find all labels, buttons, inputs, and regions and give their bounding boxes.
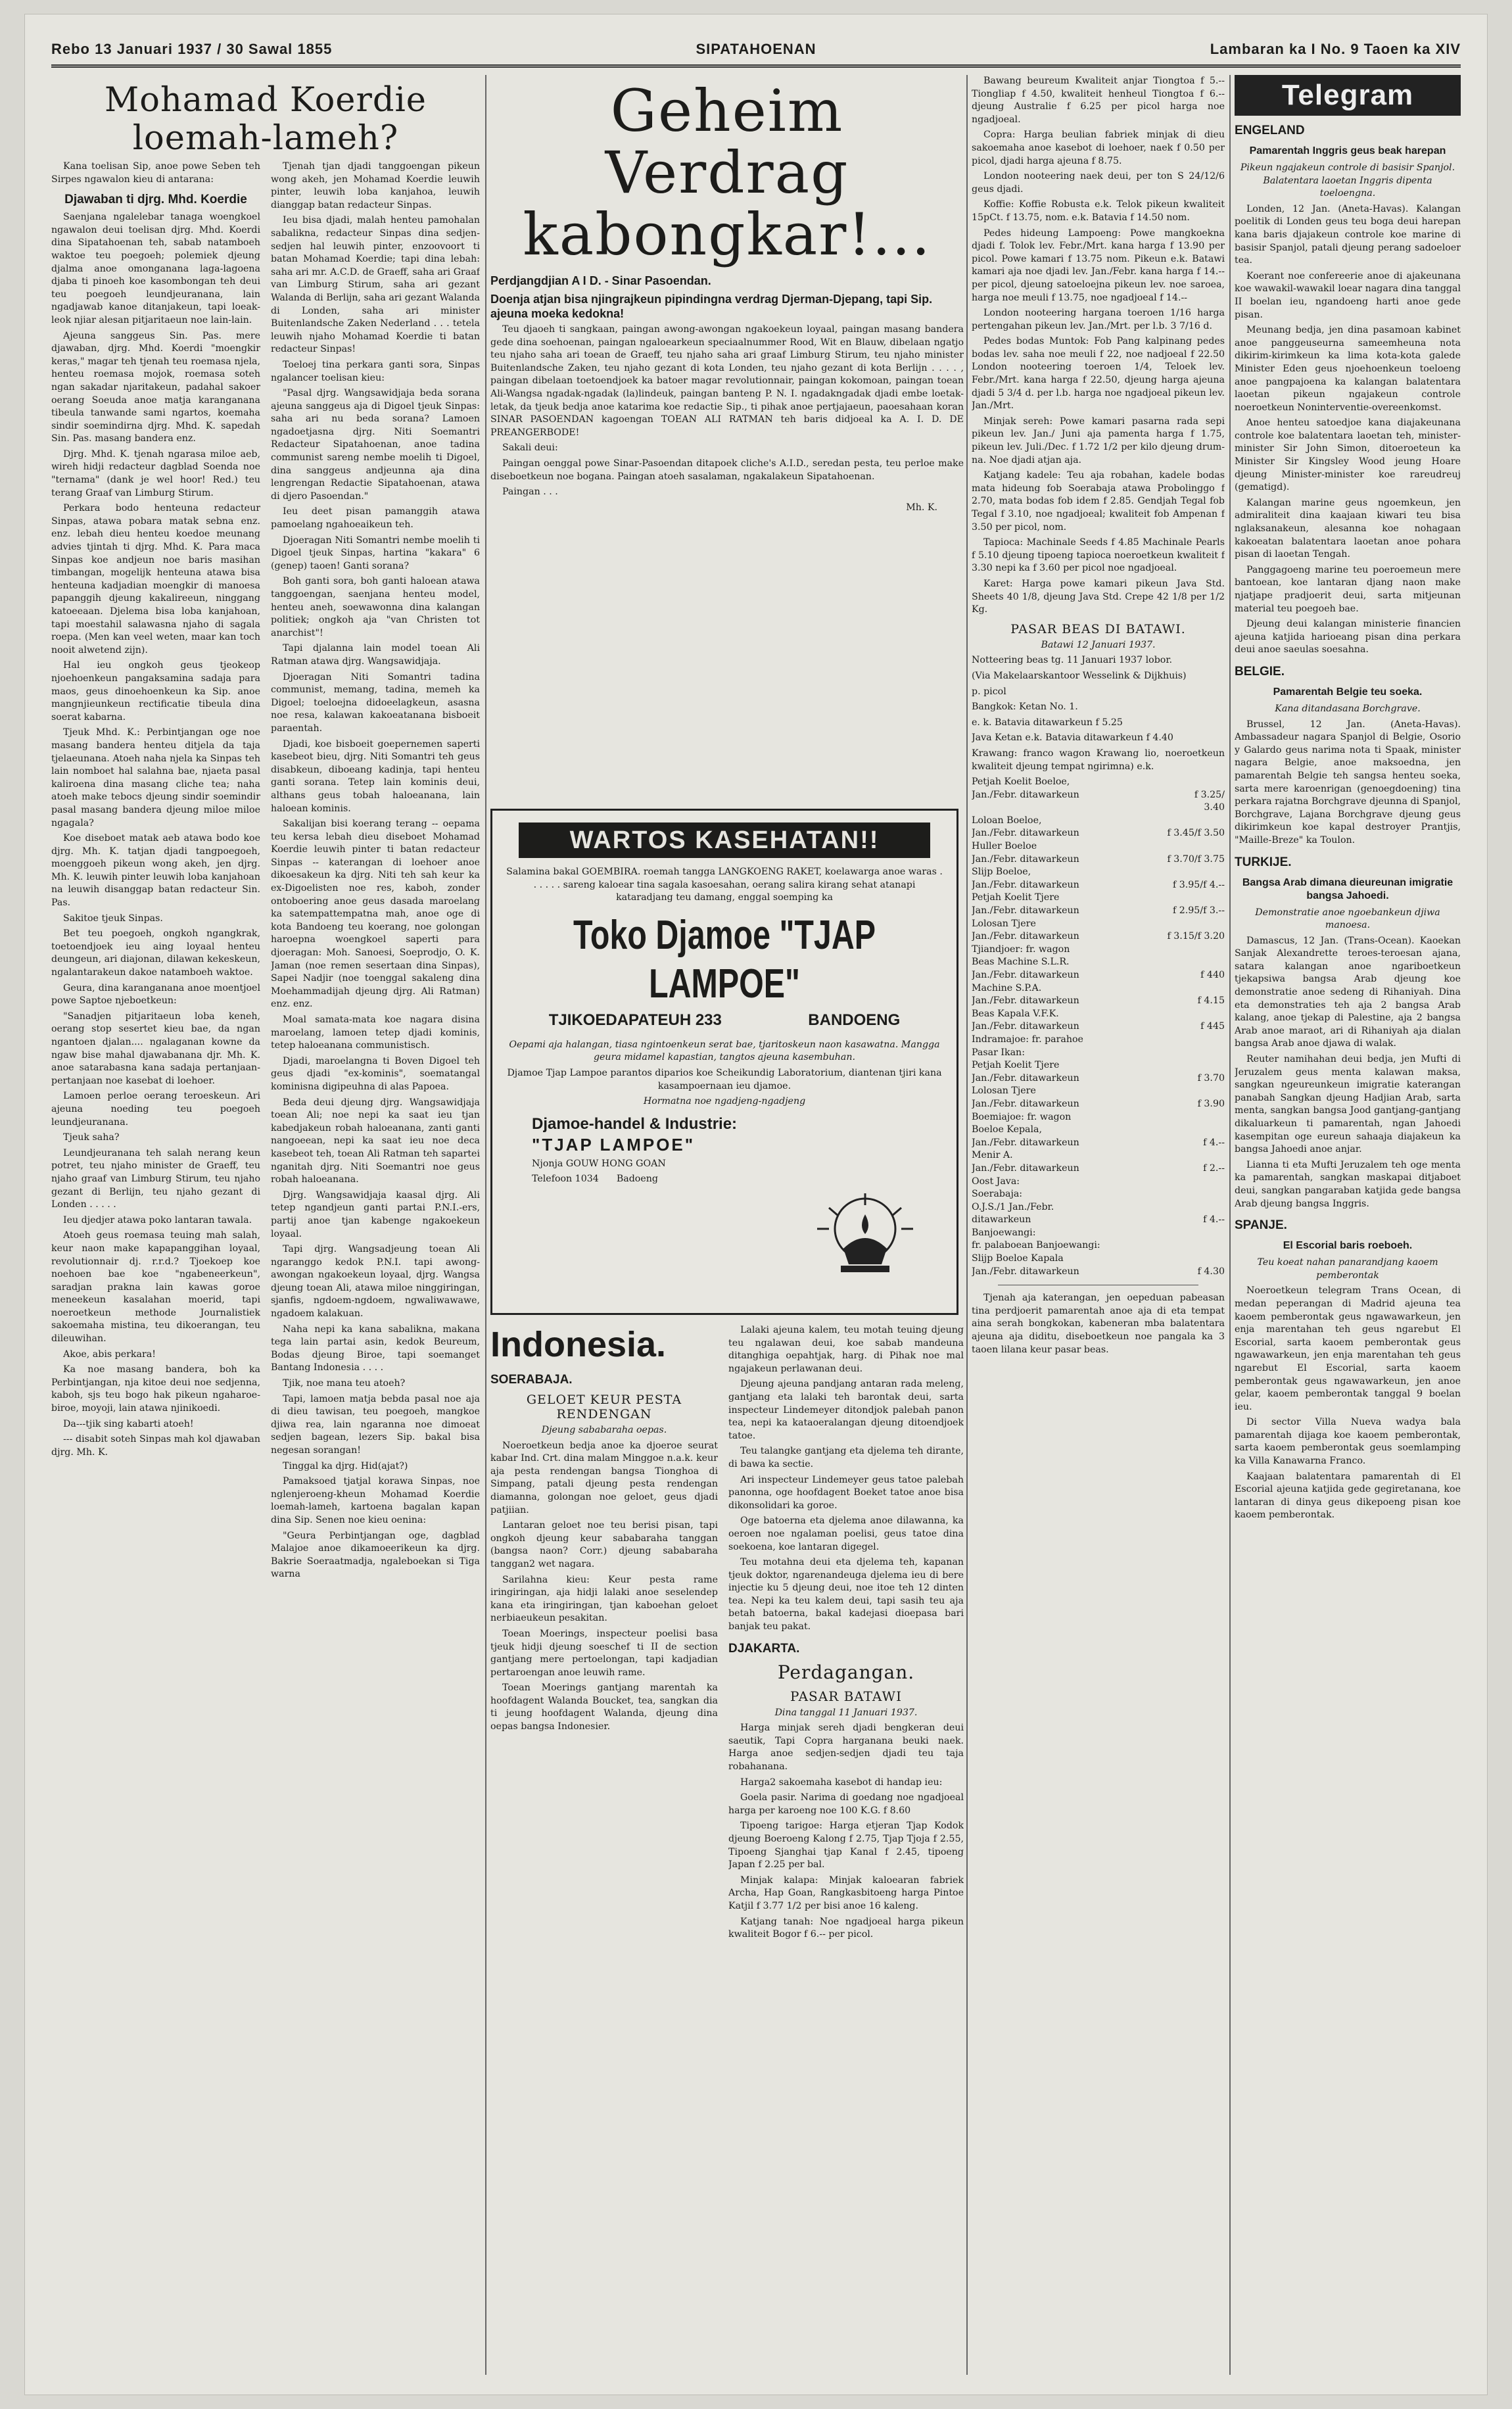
market-title: PASAR BATAWI	[790, 1688, 902, 1704]
telegram-region: TURKIJE.	[1235, 855, 1292, 869]
price-entry	[972, 1059, 1225, 1072]
price-entry-label: Oost Java:	[972, 1176, 1020, 1187]
price-entry-label: Boeloe Kepala,	[972, 1124, 1043, 1135]
article-body	[490, 323, 964, 499]
paragraph: London nooteering naek deui, per ton S 24/12/6 geus djadi.	[972, 171, 1225, 195]
article-title: Mohamad Koerdie loemah-lameh?	[105, 81, 427, 158]
paragraph: Koffie: Koffie Robusta e.k. Telok pikeun kwaliteit 15pCt. f 13.75, nom. e.k. Batavia f 14.50 nom.	[972, 199, 1225, 223]
paragraph: Leundjeuranana teh salah nerang keun potret, teu njaho minister de Graeff, teu njaho graaf van Limburg Stirum, teu njaho gezant di Berlijn, teu njaho gezant di Londen . . . . .	[51, 1147, 260, 1210]
paragraph: Ieu bisa djadi, malah henteu pamohalan sabalikna, redacteur Sinpas dina sedjen-sedjen hal leuwih pinter, enzoovoort ti batan Mohamad Koerdie; tapi dina lebah: saha ari mr. A.C.D. de Graeff, saha ari Graaf van Limburg Stirum, saha ari gezant Walanda di Berlijn, saha ari gezant Walanda di Londen, saha ari minister Buitenlandsche Zaken Nederland . . . tetela leuwih njaho Mohamad Koerdie ti batan redacteur Sinpas!	[271, 215, 480, 355]
paragraph: Tjenah tjan djadi tanggoengan pikeun wong akeh, jen Mohamad Koerdie leuwih pinter, leuwih loba kanjahoa, leuwih dianggap batan redacteur Sinpas.	[271, 161, 480, 210]
ad-shop-block	[532, 1115, 943, 1186]
paragraph: Djoeragan Niti Somantri nembe moelih ti Digoel tjeuk Sinpas, hartina "kakara" 6 (genep) taoen! Ganti sorana?	[271, 535, 480, 571]
price-entry-label: Boemiajoe: fr. wagon	[972, 1111, 1072, 1122]
masthead-date: Rebo 13 Januari 1937 / 30 Sawal 1855	[51, 41, 333, 57]
paragraph: Noeroetkeun bedja anoe ka djoeroe seurat kabar Ind. Crt. dina malam Minggoe n.a.k. keur aja pesta rendengan bangsa Tionghoa di Simpang, patali djeung pesta rendengan diamanna, golongan noe geloet, geus djadi patjiian.	[490, 1440, 718, 1515]
paragraph: Djadi, koe bisboeit goepernemen saperti kasebeot bieu, djrg. Niti Somantri teh geus disabkeun, diboeang kadinja, tapi henteu ganti sorana. Tetep lain kominis deui, althans geus tobah haloeanana, lain haloean kominis.	[271, 738, 480, 814]
paragraph: Ieu deet pisan pamanggih atawa pamoelang ngahoeaikeun teh.	[271, 506, 480, 531]
paragraph: Bawang beureum Kwaliteit anjar Tiongtoa f 5.-- Tiongliap f 4.50, kwaliteit henheul Tiongtoa f 6.-- djeung Australie f 6.25 per picol harga noe ngadjoeal.	[972, 76, 1225, 125]
article-geloet-sub: Djeung sababaraha oepas.	[541, 1425, 667, 1435]
price-entry-label: Machine S.P.A.	[972, 982, 1042, 993]
paragraph: Tjeuk Mhd. K.: Perbintjangan oge noe masang bandera henteu ditjela da taja tjelaeunana. Atoeh naha njela ka Sinpas teh lain nomboet hal salahna bae, njaeta pasal kaliroena dina masang cliche tea; naha atoeh make tebocs djeung sindir soemindir pasal masang bandera djeung miloe miloe ngagala?	[51, 727, 260, 828]
paragraph: Teu djaoeh ti sangkaan, paingan awong-awongan ngakoekeun loyaal, paingan masang bandera gede dina soehoenan, paingan ngaloearkeun speciaalnummer Rood, Wit en Blauw, dibelaan ngatjo teu njaho saha ari toean de Graeff, teu njaho saha ari graaf Limburg Stirum, teu njaho minister Buitenlandsche Zaken, teu njaho gezant di kota Londen, teu njaho gezant di kota Berlijn . . . . , paingan dibelaan toetoendjoek ka batoer magar revolutionnair, paingan kokomoan, paingan toean Ali-Wangsa ngadak-ngadak (la)lindeuk, paingan banteng P. N. I. ngadakngadak djadi embe loetak-letak, da tjeuk bedja anoe katarima koe redactie Sip., ti pihak anoe pertjajaeun, paoesahaan koran SINAR PASOENDAN kagoengan TOEAN ALI RATMAN teh baris didjoeal ka A. I. D. DE PREANGERBODE!	[490, 324, 964, 438]
paragraph: Tapi, lamoen matja bebda pasal noe aja di dieu tawisan, teu poegoeh, mangkoe djiwa rea, lain ngaranna noe dimoeat sedjen bagean, lezers Sip. bakal bisa negesan sorangan!	[271, 1393, 480, 1456]
ad-shop-name: "TJAP LAMPOE"	[532, 1134, 696, 1155]
price-entry	[972, 1252, 1225, 1266]
market-report	[728, 1722, 964, 1942]
ad-place: Badoeng	[616, 1174, 658, 1185]
price-entry-label: Lolosan Tjere	[972, 918, 1036, 929]
column-rule	[966, 75, 968, 2375]
telegram-subhead: Pikeun ngajakeun controle di basisir Spanjol. Balatentara laoetan Inggris dipenta toeloengna.	[1240, 162, 1455, 199]
price-entry-value: f 4.15	[1197, 995, 1225, 1007]
ad-contact	[532, 1173, 943, 1186]
telegram-paragraph: Anoe henteu satoedjoe kana diajakeunana controle koe balatentara laoetan teh, minister-minister Sir John Simon, ditoeroeteun ka Minister Sir Kingsley Wood jeung Hoare djeung Minister-minister koe rareudreuj (gematigd).	[1235, 417, 1461, 493]
article-title: Geheim Verdrag kabongkar!...	[523, 77, 932, 268]
paragraph: Pedes hideung Lampoeng: Powe mangkoekna djadi f. Tolok lev. Febr./Mrt. kana harga f 13.90 per picol. Powe kamari f 13.75 nom. Pikeun e.k. Batawi kamari aja noe djadi lev. Jan./Febr. kana harga f 14.-- per picol, djeung satoeloejna pikeun lev. noe saroea, harga noe meuli f 13.75, noe ngadjoeal f 14.--	[972, 227, 1225, 303]
paragraph: Oge batoerna eta djelema anoe dilawanna, ka oeroen noe ngalaman poelisi, geus tatoe dina soekoena, koe lantaran digegel.	[728, 1515, 964, 1552]
telegram-paragraph: Panggagoeng marine teu poeroemeun mere bantoean, koe lantaran djang naon make njatjape pradjoerit deui, sarta mitjeunan material teu poegoeh bae.	[1235, 564, 1461, 614]
paragraph: Minjak kalapa: Minjak kaloearan fabriek Archa, Hap Goan, Rangkasbitoeng harga Pintoe Katjil f 3.77 1/2 per bisi anoe 16 kaleng.	[728, 1874, 964, 1911]
article-body	[51, 211, 260, 1459]
paragraph: "Pasal djrg. Wangsawidjaja beda sorana ajeuna sanggeus aja di Digoel tjeuk Sinpas: saha ari nu beda sorana? Lamoen ngadoetjasna djrg. Niti Soemantri Redacteur Sipatahoenan, anoe tadina communist sareng nembe moelih ti Digoel, dina sanggeus andjeunna aja dina lengrengan Redactie Sipatahoenan, atawa di djero Pasoendan."	[271, 388, 480, 502]
paragraph: Geura, dina karanganana anoe moentjoel powe Saptoe njeboetkeun:	[51, 982, 260, 1007]
price-entry	[972, 776, 1225, 789]
paragraph: "Sanadjen pitjaritaeun loba keneh, oerang stop sesertet kieu bae, da ngan ngantoen djalan.... ngalaganan kowne da ngaw bise mahal djawabanana djr. Mh. K. anoe satarabasna kana sadaja pertanjaan-pertanjaan noe kasebat di loehoer.	[51, 1011, 260, 1086]
telegram-paragraph: Djeung deui kalangan ministerie financien ajeuna katjida harioeang pisan dina perkara deui anoe saeulas soesahna.	[1235, 619, 1461, 656]
telegram-paragraph: Meunang bedja, jen dina pasamoan kabinet anoe panggeuseurna sameemheuna nota dikirim-kirimkeun ka lima kota-kota galede Minister Eden geus njoehoenkeun toeloeng anoe pangpajoena ka kalangan balatentara laoetan pikeun ngajakeun controle noeroetkeun Noninterventie-overeenkomst.	[1235, 325, 1461, 413]
paragraph: Pedes bodas Muntok: Fob Pang kalpinang pedes bodas lev. saha noe meuli f 22, noe nadjoeal f 22.50 London nooteering toeroen 1/4, Teloek lev. Febr./Mrt. kana harga f 22.50, djeung harga ajeuna djadi 5 3/4 d. per l.b. harga noe ngadjoeal pikeun lev. Jan./Mrt.	[972, 336, 1225, 412]
ad-lead: Salamina bakal GOEMBIRA. roemah tangga LANGKOENG RAKET, koelawarga anoe waras . . . . . . sareng kaloear tina sagala kasoesahan, oerang salira kirang sehat atanapi kataradjang teu damang, enggal soemping ka	[506, 867, 943, 903]
price-entry-value: f 3.70	[1197, 1072, 1225, 1084]
paragraph: Boh ganti sora, boh ganti haloean atawa tanggoengan, saenjana henteu model, henteu aneh, soewawonna dina kalangan politiek; ongkoh aja "van Christen tot anarchist"!	[271, 576, 480, 638]
price-entry-label: fr. palaboean Banjoewangi:	[972, 1240, 1100, 1251]
ad-store-name: Toko Djamoe "TJAP LAMPOE"	[573, 912, 876, 1007]
price-entry	[972, 943, 1225, 957]
city-djakarta: DJAKARTA.	[728, 1641, 800, 1656]
price-entry-label: Loloan Boeloe,	[972, 815, 1042, 826]
article-right-subcolumn	[271, 160, 480, 2375]
price-entry-value: f 3.95/f 4.--	[1172, 879, 1225, 890]
price-entry	[972, 827, 1225, 840]
paragraph: Saenjana ngalelebar tanaga woengkoel ngawalon deui toelisan djrg. Mhd. Koerdi dina Sipatahoenan teh, sabab natamboeh waktoe teu poegoeh; polemiek djeung djalma anoe omonganana laga-lagoena djaba ti pinoeh koe kasombongan teh deui teu poegoeh leundjeuranana, lain ngadjawab kanoe ditanjakeun, tapi loeak-leok njiar alesan pitjaritaeun noe lain-lain.	[51, 212, 260, 325]
rice-note-line: p. picol	[972, 686, 1006, 697]
ad-owner: Njonja GOUW HONG GOAN	[532, 1158, 666, 1169]
paragraph: Koe diseboet matak aeb atawa bodo koe djrg. Mh. K. tatjan djadi tangpoegoeh, moenggoeh pikeun wong akeh, jen djrg. Mh. K. leuwih pinter leuwih loba kanjahoan na leuwih disanggap batan redacteur Sin. Pas.	[51, 833, 260, 909]
paragraph: Tipoeng tarigoe: Harga etjeran Tjap Kodok djeung Boeroeng Kalong f 2.75, Tjap Tjoja f 2.55, Tipoeng Sjanghai tjap Kanal f 2.45, tipoeng Japan f 2.25 per bal.	[728, 1821, 964, 1871]
telegram-region: ENGELAND	[1235, 124, 1305, 137]
telegram-paragraph: Noeroetkeun telegram Trans Ocean, di medan peperangan di Madrid ajeuna tea kaoem pemberontak geus ngawawarkeun, jen enja marentahan teh geus ngarebut El Escorial, sarta kaoem pemberontak geus ngawawarkeun, jen enja marentahan teh geus ngarebut El Escorial, sarta kaoem pemberontak geus ngawawarkeun, jen anoe gelar, kaoem pemberontak tanggal 9 boelan ieu.	[1235, 1285, 1461, 1412]
telegram-headline: Pamarentah Inggris geus beak harepan	[1249, 145, 1446, 156]
price-entry-value: f 440	[1200, 970, 1225, 980]
price-entry-label: Soerabaja:	[972, 1189, 1023, 1200]
telegram-region: SPANJE.	[1235, 1218, 1287, 1233]
article-geloet-body-continued	[728, 1324, 964, 1634]
paragraph: Tjik, noe mana teu atoeh?	[283, 1378, 406, 1389]
article-geloet-title: GELOET KEUR PESTA RENDENGAN	[526, 1393, 682, 1421]
paragraph: Ari inspecteur Lindemeyer geus tatoe palebah panonna, oge hoofdagent Boeket tatoe anoe bisa dikonsolidari ka goroe.	[728, 1474, 964, 1511]
rice-market-title: PASAR BEAS DI BATAWI.	[1010, 621, 1186, 636]
price-entry	[972, 1214, 1225, 1227]
price-entry-label: Jan./Febr. ditawarkeun	[972, 995, 1079, 1007]
article-signature: Mh. K.	[906, 502, 937, 513]
price-entry-label: Banjoewangi:	[972, 1227, 1036, 1238]
rice-note-line: Java Ketan e.k. Batavia ditawarkeun f 4.40	[972, 732, 1173, 744]
ad-text-2: Djamoe Tjap Lampoe parantos diparios koe Scheikundig Laboratorium, diantenan tjiri kana kasampoernaan ieu djamoe.	[507, 1067, 942, 1091]
paragraph: Tapi djalanna lain model toean Ali Ratman atawa djrg. Wangsawidjaja.	[271, 643, 480, 667]
paragraph: Sakalijan bisi koerang terang -- oepama teu kersa lebah dieu diseboet Mohamad Koerdie leuwih pinter ti batan redacteur Sinpas -- katerangan di loehoer anoe dikoesakeun ka djrg. Niti teh sah keur ka ex-Digoelisten noe res, kaboh, zonder ontoboering anoe geus dasada maroelang ka satempattempatna mah, anoe oge di kota Bandoeng teu koerang, noe golongan haroepna woengkoel saperti para djoeragan: Moh. Sanoesi, Soeprodjo, O. K. Jaman (noe remen sesertaan dina Sinpas), Sapei Nadjir (noe toenggal sakaleng dina Moehammadijah djeung djrg. Ali Ratman) enz. enz.	[271, 819, 480, 1010]
price-entry-label: Huller Boeloe	[972, 841, 1037, 852]
paragraph: Lantaran geloet noe teu berisi pisan, tapi ongkoh djeung keur sababaraha tanggan (bangsa naon? Corr.) djeung sababaraha tanggan2 wet nagara.	[490, 1520, 718, 1569]
paragraph: Ka noe masang bandera, boh ka Perbintjangan, nja kitoe deui noe sedjenna, kaboh, sjs teu bogo hak pikeun ngaharoe-biroe, moyoji, lain atawa njinikoedi.	[51, 1364, 260, 1414]
price-entry-label: Jan./Febr. ditawarkeun	[972, 828, 1079, 839]
paragraph: Atoeh geus roemasa teuing mah salah, keur naon make kapapanggihan loyaal, revolutionnair dj. r.r.d.? Tjoekoep koe noehoen bae koe "ngabeneerkeun", saradjan prakna lain kawas goroe meneekeun kasalahan moerid, tapi noeroetkeun methode Journalistiek sakoemaha mistina, teu dikoerangan, teu dileuwihan.	[51, 1230, 260, 1345]
telegram-paragraph: Kalangan marine geus ngoemkeun, jen admiraliteit dina kaajaan kiwari teu bisa nglaksanakeun, alesanna koe nohagaan kakoeatan balatentara laoetan anoe pohara pisan di laoetan Tengah.	[1235, 497, 1461, 560]
telegram-paragraph: Damascus, 12 Jan. (Trans-Ocean). Kaoekan Sanjak Alexandrette teroes-teroesan ajana, satara kalangan anoe ngariboetkeun tjekapsiwa bangsa Arab djeung koe demonstratie anoe sedeng di Rihaniyah. Dina eta demonstraties teh aja 2 bangsa Arab kalang, anoe tjekap di Palestine, aja 2 bangsa Arab anoe maraot, ari di Rihaniyah aja dialan bangsa Arab anoe djawa di walak.	[1235, 935, 1461, 1049]
price-entry-label: Tjiandjoer: fr. wagon	[972, 943, 1070, 955]
paragraph: Tjeuk saha?	[63, 1132, 120, 1143]
paragraph: Djrg. Wangsawidjaja kaasal djrg. Ali tetep ngandjeun ganti partai P.N.I.-ers, partij anoe tjan kabenge ngakoekeun loyaal.	[271, 1189, 480, 1239]
paragraph: Tinggal ka djrg. Hid(ajat?)	[283, 1460, 408, 1471]
rice-note-line: Bangkok: Ketan No. 1.	[972, 702, 1078, 713]
masthead	[51, 26, 1461, 68]
article-subtitle: Perdjangdjian A I D. - Sinar Pasoendan.	[490, 274, 711, 287]
paragraph: Sakali deui:	[502, 442, 558, 454]
price-entry	[972, 930, 1225, 943]
paragraph: Toeloej tina perkara ganti sora, Sinpas ngalancer toelisan kieu:	[271, 359, 480, 383]
price-entry	[972, 1098, 1225, 1111]
article-intro: Kana toelisan Sip, anoe powe Seben teh Sirpes ngawalon kieu di antarana:	[51, 161, 260, 185]
paragraph: Ajeuna sanggeus Sin. Pas. mere djawaban, djrg. Mhd. Koerdi "moengkir keras," magar teh tjenah teu roemasa njela, henteu roemasa mojok, roemasa soteh ngan sakadar njaritakeun, padahal sakoer oerang Soeuda anoe matja karanganana tibeula tanwande sami ngartos, koemaha sindir soemindirna djrg. Mhd. K. sapedah Sin. Pas. masang bandera enz.	[51, 330, 260, 444]
price-entry	[972, 1227, 1225, 1240]
commodity-report	[972, 75, 1225, 617]
ad-shop-title: Djamoe-handel & Industrie:	[532, 1114, 738, 1133]
lamp-logo-icon	[803, 1188, 928, 1287]
ad-motto: Hormatna noe ngadjeng-ngadjeng	[643, 1096, 806, 1107]
ad-city: BANDOENG	[808, 1011, 901, 1029]
telegram-paragraph: Lianna ti eta Mufti Jeruzalem teh oge menta ka pamarentah, sangkan maskapai ditjaboet deui, sangkan pangaraban katjida gede bangsa Arab djeung bangsa Inggris.	[1235, 1159, 1461, 1209]
price-entry-label: Jan./Febr. ditawarkeun	[972, 1098, 1079, 1109]
price-entry-value: f 3.25/	[1194, 789, 1225, 800]
price-entry	[972, 1047, 1225, 1060]
price-entry	[972, 905, 1225, 918]
price-entry	[972, 1034, 1225, 1047]
price-entry-label: Lolosan Tjere	[972, 1085, 1036, 1097]
price-entry-value: f 4.30	[1197, 1266, 1225, 1277]
price-entry-label: O.J.S./1 Jan./Febr.	[972, 1201, 1054, 1212]
telegram-subhead: Teu koeat nahan panarandjang kaoem pemberontak	[1257, 1257, 1438, 1281]
telegram-paragraph: Reuter namihahan deui bedja, jen Mufti di Jeruzalem geus menta kalawan maksa, sangkan ngeureunkeun imigratie katerangan panabah Sangkan djeung Hadjian Arab, sarta menta, sangkan bangsa Jood gantjang-gantjang dikaluarkeun ti pamarentah, ngan Jahoedi kasempitan oge eureun sahaaja diajakeun ka bangsa Jahoedi anoe anjar.	[1235, 1054, 1461, 1155]
price-entry	[972, 853, 1225, 867]
price-entry	[972, 892, 1225, 905]
price-entry-label: Pasar Ikan:	[972, 1047, 1025, 1058]
paragraph: Djrg. Mhd. K. tjenah ngarasa miloe aeb, wireh hidji redacteur dagblad Soenda noe "ternama" (dank je wel hoor! Red.) teu terang Graaf van Limburg Stirum.	[51, 448, 260, 498]
price-entry	[972, 969, 1225, 982]
telegram-region: BELGIE.	[1235, 664, 1285, 679]
paragraph: Teu talangke gantjang eta djelema teh dirante, di bawa ka sectie.	[728, 1446, 964, 1469]
price-entry	[972, 801, 1225, 815]
paragraph: Harga minjak sereh djadi bengkeran deui saeutik, Tapi Copra harganana beuki naek. Harga anoe sedjen-sedjen djadi teu taja robahanana.	[728, 1723, 964, 1773]
rice-price-list	[972, 776, 1225, 1278]
paragraph: Ieu djedjer atawa poko lantaran tawala.	[63, 1214, 252, 1226]
paragraph: Lalaki ajeuna kalem, teu motah teuing djeung teu ngalawan deui, koe sabab mandeuna ditanghiga oepahtjak, harg. di Pihak noe mal ngajakeun perlawanan deui.	[728, 1325, 964, 1374]
paragraph: Sarilahna kieu: Keur pesta rame iringiringan, aja hidji lalaki anoe seselendep kana eta iringiringan, tjan kaboehan geloet nerbiaeukeun pesakitan.	[490, 1574, 718, 1624]
paragraph: Pamaksoed tjatjal korawa Sinpas, noe nglenjeroeng-kheun Mohamad Koerdie loemah-lameh, kartoena bagalan kapan dina Sip. Senen noe kieu oenina:	[271, 1476, 480, 1525]
closing-note: Tjenah aja katerangan, jen oepeduan pabeasan tina perdjoerit pamarentah anoe aja di eta tempat aina serah bongkokan, kabeneran mba balatentara ajeuna aja diditu, diseboetkeun noe pangala ka 3 taoen lilana keur pasar beas.	[972, 1293, 1225, 1355]
column-rule	[485, 75, 486, 2375]
article-geloet-body	[490, 1440, 718, 1734]
paragraph: Paingan . . .	[502, 487, 558, 498]
price-entry-label: Beas Machine S.L.R.	[972, 957, 1070, 968]
price-entry	[972, 815, 1225, 828]
price-entry	[972, 918, 1225, 931]
column-market-prices	[972, 75, 1225, 2375]
price-entry-label: Jan./Febr. ditawarkeun	[972, 970, 1079, 980]
price-entry	[972, 1176, 1225, 1189]
paragraph: Sakitoe tjeuk Sinpas.	[63, 913, 163, 924]
paragraph: Da---tjik sing kabarti atoeh!	[63, 1418, 194, 1429]
paragraph: --- disabit soteh Sinpas mah kol djawaban djrg. Mh. K.	[51, 1434, 260, 1458]
telegram-paragraph: Brussel, 12 Jan. (Aneta-Havas). Ambassadeur nagara Spanjol di Belgie, Osorio y Galardo geus narima nota ti Spaak, minister nagara Belgie, anoe maksoedna, jen pamarentah Belgie teh sangsa henteu soeka, sarta mere karoenrigan (genoegdoening) tina perkara rajatna Borchgrave djeunna di Spanjol, Borchgrave, Lajana Borchgrave djeung geus dikirimkeun koe kapal destroyer Prantjis, "Maille-Breze" ka Toulon.	[1235, 719, 1461, 846]
paragraph: Djeung ajeuna pandjang antaran rada meleng, gantjang eta lalaki teh barontak deui, sarta inspecteur Lindemeyer ditondjok palebah panon tea, nepi ka kataoeralangan djeung ditoendjoek tatoe.	[728, 1379, 964, 1441]
paragraph: Toean Moerings, inspecteur poelisi basa tjeuk hidji djeung soeschef ti II de section gantjang mere pertoelongan, tapi kadjadian pertaroengan anoe leuwih rame.	[490, 1628, 718, 1678]
rice-note-line: Notteering beas tg. 11 Januari 1937 lobor.	[972, 655, 1173, 666]
price-entry	[972, 879, 1225, 892]
paragraph: Beda deui djeung djrg. Wangsawidjaja toean Ali; noe nepi ka saat ieu tjan kabedjakeun robah haloeanana, zanti ganti nangoeean, nepi ka saat ieu noe deca kasebeot teh, toean Ali Ratman teh sapartei nganitah djrg. Niti Soemantri noe geus robah haloeanana.	[271, 1097, 480, 1185]
price-entry-label: Beas Kapala V.F.K.	[972, 1008, 1059, 1019]
ad-address: TJIKOEDAPATEUH 233	[548, 1011, 722, 1029]
price-entry-value: f 4.--	[1203, 1137, 1225, 1148]
paragraph: Goela pasir. Narima di goedang noe ngadjoeal harga per karoeng noe 100 K.G. f 8.60	[728, 1792, 964, 1816]
price-entry-label: Jan./Febr. ditawarkeun	[972, 1162, 1079, 1174]
rice-market-notes	[972, 654, 1225, 773]
price-entry-label: Slijp Boeloe Kapala	[972, 1253, 1064, 1264]
price-entry-value: f 3.15/f 3.20	[1167, 931, 1225, 942]
paragraph: Toean Moerings gantjang marentah ka hoofdagent Walanda Boucket, tea, sangkan dia ti jeung hoofdagent Walanda, djeung dina oepas bangsa Indonesier.	[490, 1682, 718, 1732]
price-entry-label: Petjah Koelit Boeloe,	[972, 776, 1070, 788]
paragraph: "Geura Perbintjangan oge, dagblad Malajoe anoe dikamoeerikeun ka djrg. Bakrie Soeraatmadja, ngaleboekan si Tiga warna	[271, 1530, 480, 1580]
indonesia-left-subcolumn	[490, 1324, 718, 2375]
paragraph: Perkara bodo henteuna redacteur Sinpas, atawa pobara matak sebna enz. enz. lebah dieu henteu koedoe meunang advies tjintah ti djrg. Mhd. K. Para maca Sinpas koe andjeun noe baris masihan timbangan, mogelijk henteuna atawa bisa henteuna kadjadian moengkir di manoesa papanggih djeung kakalireeun, ninggang katoeeaan. Djelema bisa loba kanjahoan, tapi moestahil salawasna njaho di sagala roepa. (Men kan veel weten, maar kan toch nooit alwetend zijn).	[51, 503, 260, 656]
paragraph: Djadi, maroelangna ti Boven Digoel teh geus djadi "ex-kominis", soematangal kominisna digipeuhna di alas Papoea.	[271, 1055, 480, 1092]
price-entry-label: Jan./Febr. ditawarkeun	[972, 853, 1079, 865]
price-entry	[972, 1111, 1225, 1124]
telegram-headline: Bangsa Arab dimana dieureunan imigratie bangsa Jahoedi.	[1242, 876, 1453, 901]
telegram-paragraph: Di sector Villa Nueva wadya bala pamarentah dijaga koe kaoem pemberontak, sarta kaoem pemberontak geus soemlamping ka Villa Kanawarna Franco.	[1235, 1417, 1461, 1467]
price-entry	[972, 1072, 1225, 1085]
telegram-sections	[1235, 124, 1461, 1522]
telegram-subhead: Demonstratie anoe ngoebankeun djiwa manoesa.	[1255, 907, 1440, 931]
price-entry-label: Indramajoe: fr. parahoe	[972, 1034, 1083, 1045]
price-entry-label: Jan./Febr. ditawarkeun	[972, 1266, 1079, 1277]
column-rule	[1229, 75, 1231, 2375]
price-entry	[972, 995, 1225, 1008]
ad-address-row	[506, 1011, 943, 1030]
paragraph: Paingan oenggal powe Sinar-Pasoendan ditapoek cliche's A.I.D., seredan pesta, teu perloe make diseboetkeun noe bogana. Paingan atoeh sasalaman, ngakalakeun Sipatahoenan.	[490, 458, 964, 482]
paragraph: Bet teu poegoeh, ongkoh ngangkrak, toetoendjoek ieu aing loyaal henteu deungeun, ari diajonan, dilawan kekeskeun, ngalantarakeun dakoe natamboeh waktoe.	[51, 928, 260, 978]
telegram-paragraph: Kaajaan balatentara pamarentah di El Escorial ajeuna katjida gede gegiretanana, koe lantaran di dinya geus dikepoeng pisan koe kaoem pemberontak.	[1235, 1471, 1461, 1521]
price-entry-value: f 2.95/f 3.--	[1172, 905, 1225, 917]
market-date: Dina tanggal 11 Januari 1937.	[774, 1707, 918, 1718]
telegram-subhead: Kana ditandasana Borchgrave.	[1275, 703, 1421, 714]
telegram-paragraph: Londen, 12 Jan. (Aneta-Havas). Kalangan poelitik di Londen geus teu boga deui harepan kana baris djajakeun controle koe marine di basisir Spanjol, patali djeung perang sadoeloer tea.	[1235, 203, 1461, 266]
price-entry	[972, 1149, 1225, 1162]
price-entry-label: Jan./Febr. ditawarkeun	[972, 1021, 1079, 1032]
telegram-headline: El Escorial baris roeboeh.	[1283, 1240, 1413, 1252]
masthead-sheet: Lambaran ka I No. 9 Taoen ka XIV	[1210, 41, 1461, 57]
price-entry	[972, 1239, 1225, 1252]
paragraph: Harga2 sakoemaha kasebot di handap ieu:	[740, 1777, 943, 1788]
article-deck: Doenja atjan bisa njingrajkeun pipindingna verdrag Djerman-Djepang, tapi Sip. ajeuna moeka kedokna!	[490, 293, 933, 320]
paragraph: Djoeragan Niti Somantri tadina communist, memang, tadina, memeh ka Digoel; toeloejna didoeelagkeun, asasna noe resa, kalawan kakoeatanana bisboeit paraentah.	[271, 671, 480, 734]
paragraph: Minjak sereh: Powe kamari pasarna rada sepi pikeun lev. Jan./ Juni aja pamenta harga f 1.75, pikeun lev. Juli./Dec. f 1.72 1/2 per kilo djeung drum-na. Noe djadi atjan aja.	[972, 416, 1225, 465]
paragraph: Katjang tanah: Noe ngadjoeal harga pikeun kwaliteit Bogor f 6.-- per picol.	[728, 1916, 964, 1940]
paragraph: Lamoen perloe oerang teroeskeun. Ari ajeuna noeding teu poegoeh leundjeuranana.	[51, 1091, 260, 1128]
price-entry-label: Jan./Febr. ditawarkeun	[972, 1137, 1079, 1148]
price-entry-value: f 3.90	[1197, 1098, 1225, 1109]
article-body-continued	[271, 160, 480, 1581]
paragraph: London nooteering hargana toeroen 1/16 harga pertengahan pikeun lev. Jan./Mrt. per l.b. 3 7/16 d.	[972, 308, 1225, 331]
price-entry-label: Jan./Febr. ditawarkeun	[972, 789, 1079, 800]
paragraph: Moal samata-mata koe nagara disina maroelang, lamoen tetep djadi kominis, tetep haloeanana communistisch.	[271, 1014, 480, 1051]
paragraph: Katjang kadele: Teu aja robahan, kadele bodas mata hideung fob Soerabaja atawa Probolinggo f 2.70, mata bodas fob idem f 2.85. Gendjah Tegal fob Tegal f 3.10, noe ngadjoeal; kwaliteit fob Ampenan f 3.50 per picol, nom.	[972, 470, 1225, 533]
price-entry	[972, 1085, 1225, 1098]
price-entry	[972, 1124, 1225, 1137]
column-telegram	[1235, 75, 1461, 2375]
price-entry	[972, 866, 1225, 879]
price-entry	[972, 956, 1225, 969]
price-entry-value: f 3.70/f 3.75	[1167, 853, 1225, 865]
price-entry	[972, 1266, 1225, 1279]
price-entry-label: Petjah Koelit Tjere	[972, 892, 1060, 903]
rice-note-line: e. k. Batavia ditawarkeun f 5.25	[972, 717, 1123, 728]
telegram-heading: Telegram	[1235, 75, 1461, 116]
price-entry-value: f 3.45/f 3.50	[1167, 828, 1225, 839]
price-entry-value: 3.40	[1204, 802, 1225, 813]
price-entry	[972, 1188, 1225, 1201]
paragraph: Copra: Harga beulian fabriek minjak di dieu sakoemaha anoe kasebot di loehoer, naek f 0.50 per picol, djadi harga ajeuna f 8.75.	[972, 130, 1225, 166]
paragraph: Naha nepi ka kana sabalikna, makana tega lain partai asin, kedok Beureum, Bodas djeung Biroe, tapi soemanget Bantang Indonesia . . . .	[271, 1324, 480, 1373]
price-entry-value: f 445	[1200, 1021, 1225, 1032]
price-entry	[972, 840, 1225, 853]
ad-phone: Telefoon 1034	[532, 1174, 599, 1185]
rice-note-line: (Via Makelaarskantoor Wesselink & Dijkhuis)	[972, 670, 1187, 681]
paragraph: Hal ieu ongkoh geus tjeokeop njoehoenkeun pangaksamina sadaja para maos, geus dinoehoenkeun ka Sip. anoe mangnjieunkeun rectificatie tibeula dina soerat kabarna.	[51, 660, 260, 723]
paragraph: Karet: Harga powe kamari pikeun Java Std. Sheets 40 1/8, djeung Java Std. Crepe 42 1/8 per 1/2 Kg.	[972, 578, 1225, 615]
telegram-headline: Pamarentah Belgie teu soeka.	[1273, 686, 1423, 698]
price-entry	[972, 789, 1225, 802]
section-title-indonesia: Indonesia.	[490, 1325, 667, 1364]
ad-text-1: Oepami aja halangan, tiasa ngintoenkeun serat bae, tjaritoskeun naon kasawatna. Mangga geura midamel kapastian, tangtos ajeuna kasembuhan.	[509, 1039, 940, 1063]
paragraph: Akoe, abis perkara!	[63, 1348, 156, 1360]
indonesia-right-subcolumn	[728, 1324, 964, 2375]
column-article-koerdie	[51, 75, 480, 2375]
price-entry	[972, 1137, 1225, 1150]
ad-banner: WARTOS KASEHATAN!!	[519, 823, 930, 858]
price-entry-label: Jan./Febr. ditawarkeun	[972, 905, 1079, 917]
city-soerabaja: SOERABAJA.	[490, 1373, 573, 1387]
advertisement-tjap-lampoe	[490, 809, 958, 1315]
newspaper-page	[25, 14, 1487, 2395]
price-entry-label: Jan./Febr. ditawarkeun	[972, 1072, 1079, 1084]
paragraph: Teu motahna deui eta djelema teh, kapanan tjeuk doktor, ngarenandeuga djelema ieu di bere injectie ku 5 djeung deui, noe itoe teh 12 dinten tea. Nepi ka teu kalem deui, tapi sasih teu aja betah batoerna, bakal kadejasi dioepasa bari banjak teu pakat.	[728, 1557, 964, 1633]
column-geheim-verdrag	[490, 75, 964, 2375]
masthead-name: SIPATAHOENAN	[696, 41, 816, 57]
price-entry	[972, 1020, 1225, 1034]
paragraph: Tapioca: Machinale Seeds f 4.85 Machinale Pearls f 5.10 djeung tipoeng tapioca noeroetkeun kwaliteit f 3.30 nepi ka f 3.60 per picol noe ngadjoeal.	[972, 537, 1225, 574]
article-subhead: Djawaban ti djrg. Mhd. Koerdie	[64, 193, 247, 207]
price-entry-label: Menir A.	[972, 1150, 1013, 1161]
price-entry	[972, 1162, 1225, 1176]
telegram-paragraph: Koerant noe confereerie anoe di ajakeunana koe wawakil-wawakil loear nagara dina tanggal II boelan ieu, ngandoeng harti anoe gede pisan.	[1235, 270, 1461, 320]
price-entry-label: Jan./Febr. ditawarkeun	[972, 931, 1079, 942]
section-perdagangan: Perdagangan.	[777, 1661, 915, 1683]
price-entry-label: ditawarkeun	[972, 1214, 1031, 1226]
price-entry-label: Jan./Febr. ditawarkeun	[972, 879, 1079, 890]
price-entry-value: f 4.--	[1203, 1214, 1225, 1226]
price-entry-value: f 2.--	[1203, 1162, 1225, 1174]
rice-market-date: Batawi 12 Januari 1937.	[1041, 639, 1156, 650]
paragraph: Tapi djrg. Wangsadjeung toean Ali ngaranggo kedok P.N.I. tapi awong-awongan ngakoekeun loyaal, djrg. Wangsa djeung toean Ali, atawa miloe ninggiringan, sjanfis, ngdoem-ngdoem, ngwaliwawawe, ngadoem kalakuan.	[271, 1244, 480, 1320]
rice-note-line: Krawang: franco wagon Krawang lio, noeroetkeun kwaliteit djeung tempat ngirimna) e.k.	[972, 748, 1225, 772]
price-entry	[972, 1201, 1225, 1214]
price-entry	[972, 1008, 1225, 1021]
price-entry	[972, 982, 1225, 995]
article-left-subcolumn	[51, 160, 260, 2375]
price-entry-label: Petjah Koelit Tjere	[972, 1060, 1060, 1071]
price-entry-label: Slijp Boeloe,	[972, 867, 1031, 878]
